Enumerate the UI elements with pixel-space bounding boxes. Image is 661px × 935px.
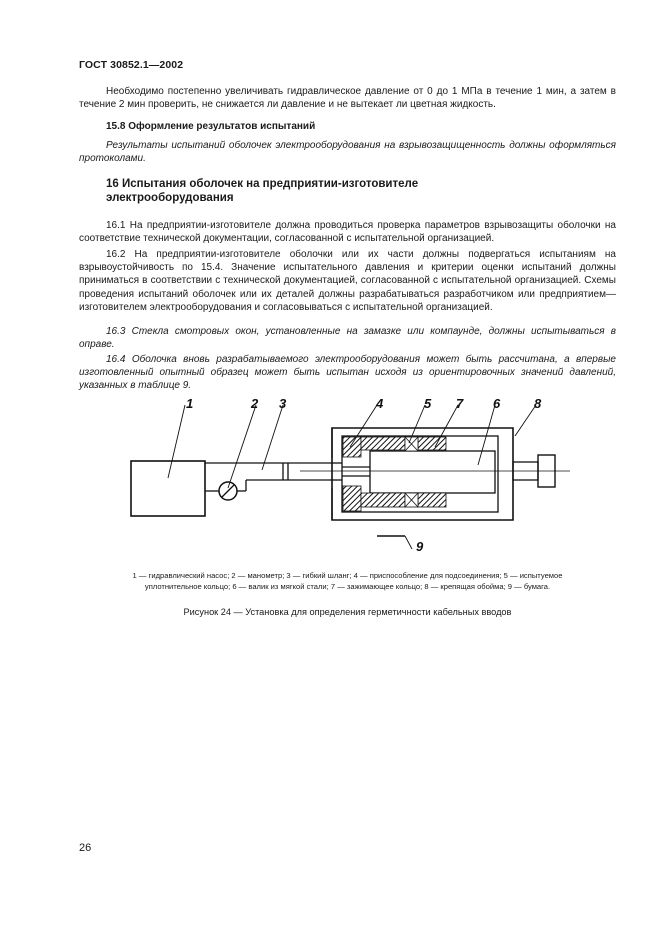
figure-label-4: 4 <box>376 396 384 411</box>
document-header: ГОСТ 30852.1—2002 <box>79 59 184 71</box>
figure-label-6: 6 <box>493 396 501 411</box>
figure-caption: Рисунок 24 — Установка для определения герметичности кабельных вводов <box>183 607 512 617</box>
figure-label-2: 2 <box>251 396 259 411</box>
paragraph-16-3: 16.3 Стекла смотровых окон, установленные на замазке или компаунде, должны испытываться в оправе. <box>79 326 616 351</box>
figure-label-7: 7 <box>456 396 464 411</box>
figure-label-9: 9 <box>416 539 424 554</box>
page-number: 26 <box>79 842 92 854</box>
paragraph-16-1: 16.1 На предприятии-изготовителе должна проводиться проверка параметров взрывозащиты оболочки на соответствие технической документации, согласованной с испытательной организацией. <box>79 220 616 245</box>
figure-label-1: 1 <box>186 396 194 411</box>
figure-legend-line-2: уплотнительное кольцо; 6 — валик из мягкой стали; 7 — зажимающее кольцо; 8 — крепящая обойма; 9 — бумага. <box>144 582 551 591</box>
figure-label-3: 3 <box>279 396 287 411</box>
paragraph-16-2: 16.2 На предприятии-изготовителе оболочки или их части должны подвергаться испытаниям на взрывоустойчивость по 15.4. Значение испытательного давления и критерии оценки испытаний должны приниматься в соответствии с технической документацией, согласованной с испытательной организацией. Схемы проведения испытаний оболочек или их деталей должны разрабатываться разработчиком или предприятием—изготовителем электрооборудования и согласовываться с испытательной организацией. <box>79 249 616 313</box>
figure-label-8: 8 <box>534 396 542 411</box>
paragraph-intro: Необходимо постепенно увеличивать гидравлическое давление от 0 до 1 МПа в течение 1 мин, а затем в течение 2 мин проверить, не снижается ли давление и не вытекает ли цветная жидкость. <box>79 86 616 111</box>
subheading-15-8: 15.8 Оформление результатов испытаний <box>106 121 316 132</box>
figure-legend-line-1: 1 — гидравлический насос; 2 — манометр; 3 — гибкий шланг; 4 — приспособление для подсоединения; 5 — испытуемое <box>132 571 563 580</box>
paragraph-15-8: Результаты испытаний оболочек электрооборудования на взрывозащищенность должны оформляться протоколами. <box>79 140 616 165</box>
shaft <box>370 451 495 493</box>
pump-box <box>131 461 205 516</box>
figure-label-5: 5 <box>424 396 432 411</box>
section-heading-16: 16 Испытания оболочек на предприятии-изготовителе электрооборудования <box>106 178 419 204</box>
paragraph-16-4: 16.4 Оболочка вновь разрабатываемого электрооборудования может быть рассчитана, а впервые изготовленный опытный образец может быть испытан исходя из ориентировочных значений давлений, указанных в таблице 9. <box>79 354 616 392</box>
